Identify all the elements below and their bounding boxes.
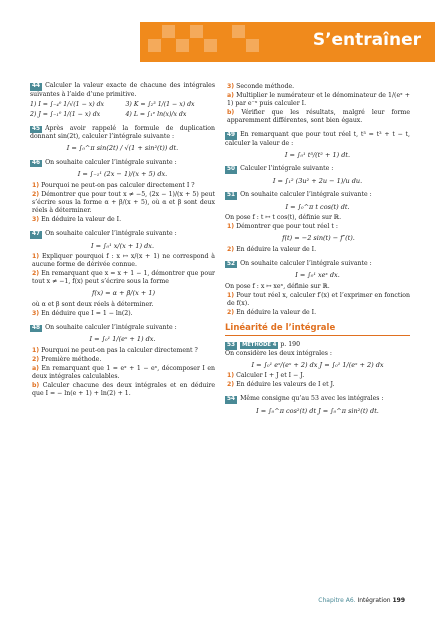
- exercise-45: 45 Après avoir rappelé la formule de duplication donnant sin(2t), calculer l’intégrale suivante : I = ∫₀^π sin(2t) / √(1 + sin²(t)) dt.: [30, 124, 215, 153]
- exercise-48: 48 On souhaite calculer l’intégrale suivante : I = ∫₀¹ 1/(eˣ + 1) dx. 1) Pourquoi ne peut-on pas la calculer directement ? 2) Première méthode. a) En remarquant que 1 = eˣ + 1 − eˣ, décomposer I en deux intégrales calculables. b) Calculer chacune des deux intégrales et en déduire que I = − ln(e + 1) + ln(2) + 1.: [32, 323, 216, 398]
- footer-chapter: Chapitre A6.: [318, 597, 356, 604]
- exercise-48-continued: 3) Seconde méthode. a) Multiplier le numérateur et le dénominateur de 1/(eˣ + 1) par e⁻ˣ puis calculer I. b) Vérifier que les résultats, malgré leur forme apparemment différentes, sont bien égaux.: [227, 83, 411, 125]
- exercise-52: 52 On souhaite calculer l’intégrale suivante : I = ∫₀¹ xeˣ dx. On pose f : x ↦ xeˣ, définie sur ℝ. 1) Pour tout réel x, calculer f′(x) et l’exprimer en fonction de f(x). 2) En déduire la valeur de I.: [225, 259, 411, 317]
- method-link[interactable]: MÉTHODE 4: [242, 342, 277, 349]
- page-number: 199: [392, 597, 405, 604]
- exercise-46: 46 On souhaite calculer l’intégrale suivante : I = ∫₋₁¹ (2x − 1)/(x + 5) dx. 1) Pourquoi ne peut-on pas calculer directement I ? 2) Démontrer que pour tout x ≠ −5, (2x − 1)/(x + 5) peut s’écrire sous la forme α + β/(x + 5), où α et β sont deux réels à déterminer. 3) En déduire la valeur de I.: [32, 158, 216, 223]
- exercise-50: 50 Calculer l’intégrale suivante : I = ∫₁² (3u² + 2u − 1)/u du.: [227, 165, 363, 185]
- header-banner: [140, 22, 435, 62]
- exercise-54: 54 Même consigne qu’au 53 avec les intégrales : I = ∫₀^π cos²(t) dt J = ∫₀^π sin²(t) dt.: [227, 395, 384, 415]
- banner-tiles: [140, 22, 290, 62]
- exercise-49: 49 En remarquant que pour tout réel t, t³ = t³ + t − t, calculer la valeur de : I = ∫₀¹ t³/(t² + 1) dt.: [225, 131, 410, 159]
- right-column: [225, 82, 410, 421]
- section-title: Linéarité de l’intégrale: [225, 323, 410, 336]
- exercise-51: 51 On souhaite calculer l’intégrale suivante : I = ∫₀^π t cos(t) dt. On pose f : t ↦ t cos(t), définie sur ℝ. 1) Démontrer que pour tout réel t : f(t) = −2 sin(t) − f″(t). 2) En déduire la valeur de I.: [225, 191, 372, 253]
- footer-title: Intégration: [357, 597, 391, 604]
- page-footer: [318, 597, 405, 605]
- exercise-53: 53 MÉTHODE 4 p. 190 On considère les deux intégrales : I = ∫₀¹ eˣ/(eˣ + 2) dx J = ∫₀¹ 1/(eˣ + 2) dx 1) Calculer I + J et I − J. 2) En déduire les valeurs de I et J.: [225, 341, 384, 389]
- formula: I = ∫₀^π sin(2t) / √(1 + sin²(t)) dt.: [66, 144, 179, 153]
- exercise-44: 44 Calculer la valeur exacte de chacune des intégrales suivantes à l’aide d’une primitive. 1) I = ∫₋₄⁰ 1/√(1 − x) dx 3) K = ∫₂³ 1/(1 − x) dx 2) J = ∫₋₁⁰ 1/(1 − x) dx 4) L = ∫₁ᵉ ln(x)/x dx: [30, 82, 215, 118]
- page-title: S’entraîner: [312, 30, 421, 50]
- exercise-47: 47 On souhaite calculer l’intégrale suivante : I = ∫₀¹ x/(x + 1) dx. 1) Expliquer pourquoi f : x ↦ x/(x + 1) ne correspond à aucune forme de dérivée connue. 2) En remarquant que x = x + 1 − 1, démontrer que pour tout x ≠ −1, f(x) peut s’écrire sous la forme f(x) = α + β/(x + 1) où α et β sont deux réels à déterminer. 3) En déduire que I = 1 − ln(2).: [32, 230, 216, 317]
- left-column: [30, 82, 215, 404]
- exercise-number: 44: [32, 83, 41, 89]
